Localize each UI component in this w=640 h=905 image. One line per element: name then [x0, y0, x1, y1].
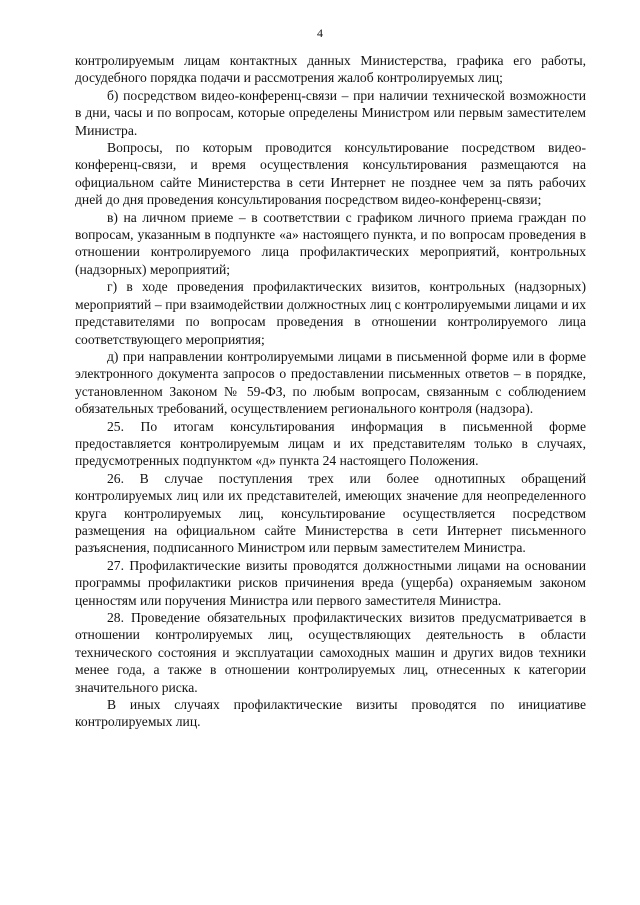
paragraph-clause-27: 27. Профилактические визиты проводятся должностными лицами на основании программы профилактики рисков причинения вреда (ущерба) охраняемым законом ценностям или поручения Министра или первого заместителя Министра. — [75, 557, 586, 608]
paragraph-continuation: контролируемым лицам контактных данных Министерства, графика его работы, досудебного порядка подачи и рассмотрения жалоб контролируемых лиц; — [75, 53, 586, 86]
paragraph-item-d: д) при направлении контролируемыми лицами в письменной форме или в форме электронного документа запросов о предоставлении письменных ответов – в порядке, установленном Законом № 59-ФЗ, по любым вопросам, связанным с соблюдением обязательных требований, осуществлением регионального контроля (надзора). — [75, 348, 586, 417]
page-number: 4 — [317, 26, 323, 40]
paragraph-item-g: г) в ходе проведения профилактических визитов, контрольных (надзорных) мероприятий – при взаимодействии должностных лиц с контролируемыми лицами и их представителями по вопросам проведения в отношении контролируемого лица соответствующего мероприятия; — [75, 279, 586, 347]
paragraph-clause-28: 28. Проведение обязательных профилактических визитов предусматривается в отношении контролируемых лиц, осуществляющих деятельность в области технического состояния и эксплуатации самоходных машин и других видов техники менее года, а также в отношении контролируемых лиц, отнесенных к категории значительного риска. — [75, 610, 586, 695]
paragraph-video-consultation-questions: Вопросы, по которым проводится консультирование посредством видео-конференц-связи, и время осуществления консультирования размещаются на официальном сайте Министерства в сети Интернет не позднее чем за пять рабочих дней до дня проведения консультирования посредством видео-конференц-связи; — [75, 140, 586, 208]
paragraph-item-v: в) на личном приеме – в соответствии с графиком личного приема граждан по вопросам, указанным в подпункте «а» настоящего пункта, и по вопросам проведения в отношении контролируемого лица профилактических мероприятий, контрольных (надзорных) мероприятий; — [75, 209, 586, 277]
paragraph-other-cases: В иных случаях профилактические визиты проводятся по инициативе контролируемых лиц. — [75, 697, 586, 730]
page-content — [75, 52, 586, 731]
paragraph-clause-26: 26. В случае поступления трех или более однотипных обращений контролируемых лиц или их представителей, имеющих значение для неопределенного круга контролируемых лиц, консультирование осуществляется посредством размещения на официальном сайте Министерства в сети Интернет письменного разъяснения, подписанного Министром или первым заместителем Министра. — [75, 470, 586, 556]
paragraph-clause-25: 25. По итогам консультирования информация в письменной форме предоставляется контролируемым лицам и их представителям только в случаях, предусмотренных подпунктом «д» пункта 24 настоящего Положения. — [75, 418, 586, 469]
paragraph-item-b: б) посредством видео-конференц-связи – при наличии технической возможности в дни, часы и по вопросам, которые определены Министром или первым заместителем Министра. — [75, 87, 586, 138]
